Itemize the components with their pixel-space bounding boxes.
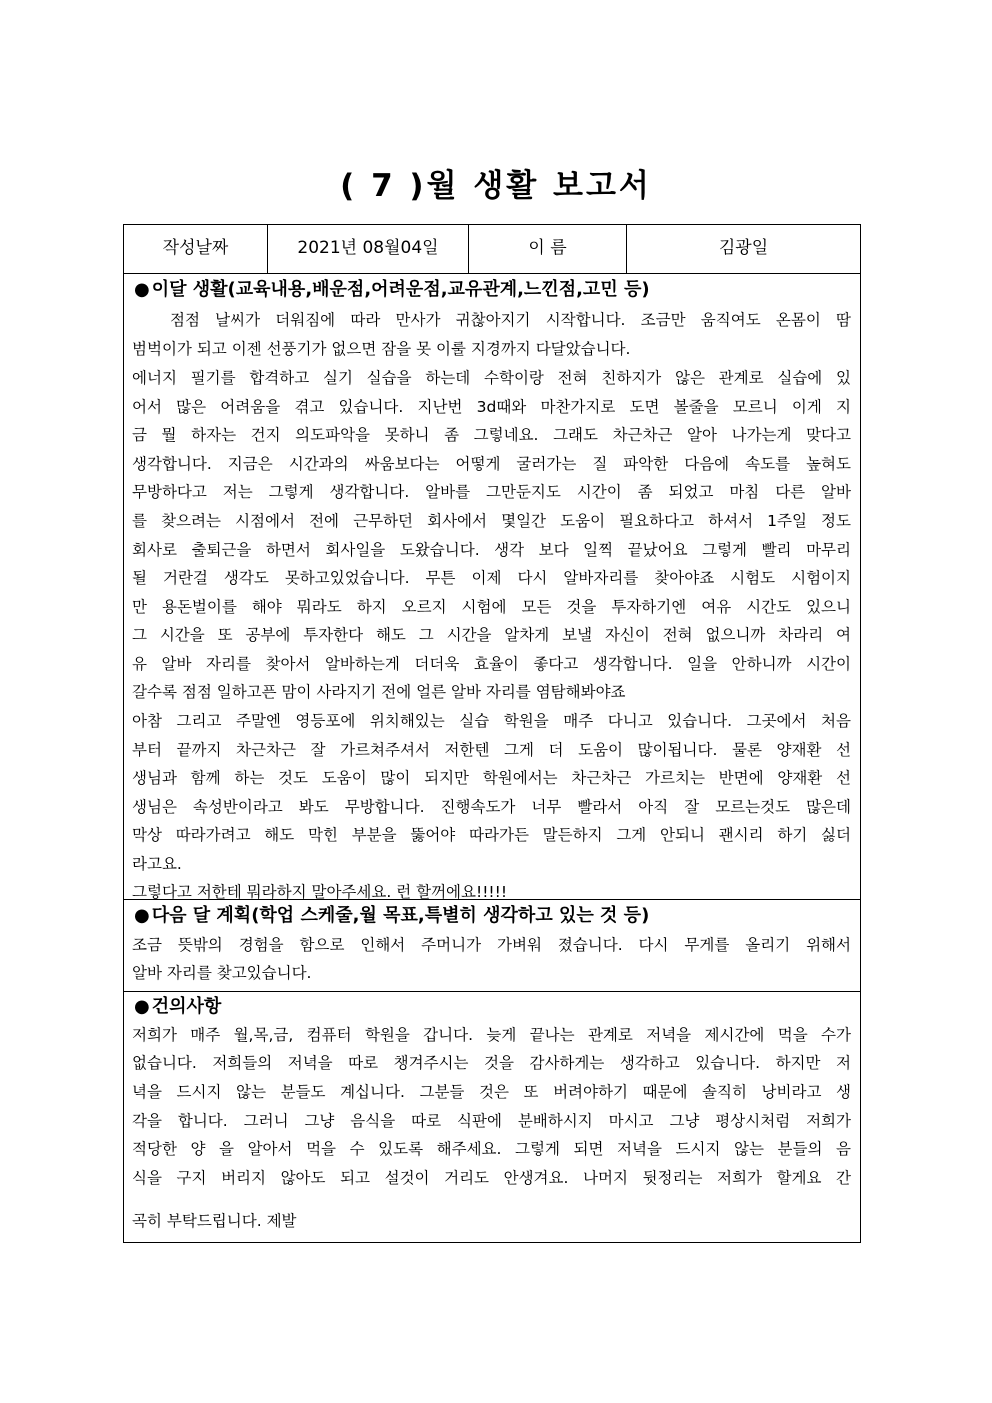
bullet-icon: ● — [134, 905, 150, 926]
bullet-icon: ● — [134, 996, 150, 1017]
text-line: 유 알바 자리를 찾아서 알바하는게 더더욱 효율이 좋다고 생각합니다. 일을 안하니까 시간이 — [132, 655, 851, 673]
text-line: 무방하다고 저는 그렇게 생각합니다. 알바를 그만둔지도 시간이 좀 되었고 마침 다른 알바 — [132, 483, 851, 501]
text-line: 에너지 필기를 합격하고 실기 실습을 하는데 수학이랑 전혀 친하지가 않은 관계로 실습에 있 — [132, 369, 851, 387]
text-line: 적당한 양 을 알아서 먹을 수 있도록 해주세요. 그렇게 되면 저녁을 드시지 않는 분들의 음 — [132, 1140, 851, 1158]
section-title-suggestions — [134, 992, 221, 1018]
report-table — [123, 224, 861, 1243]
text-line: 부터 끝까지 차근차근 잘 가르쳐주셔서 저한텐 그게 더 도움이 많이됩니다. 물론 양재환 선 — [132, 741, 851, 759]
section-title-text: 건의사항 — [151, 996, 222, 1017]
text-line: 알바 자리를 찾고있습니다. — [132, 964, 312, 982]
text-line: 될 거란걸 생각도 못하고있었습니다. 무튼 이제 다시 알바자리를 찾아야죠 시험도 시험이지 — [132, 569, 851, 587]
text-line: 를 찾으려는 시점에서 전에 근무하던 회사에서 몇일간 도움이 필요하다고 하셔서 1주일 정도 — [132, 512, 851, 530]
section-title-monthly-life — [134, 275, 650, 301]
text-line: 점점 날씨가 더워짐에 따라 만사가 귀찮아지기 시작합니다. 조금만 움직여도 온몸이 땀 — [170, 311, 851, 329]
section-title-text: 다음 달 계획(학업 스케줄,월 목표,특별히 생각하고 있는 것 등) — [151, 905, 650, 926]
text-line: 범벅이가 되고 이젠 선풍기가 없으면 잠을 못 이룰 지경까지 다달았습니다. — [132, 340, 631, 358]
text-line: 곡히 부탁드립니다. 제발 — [132, 1212, 297, 1230]
date-value: 2021년 08월04일 — [268, 225, 469, 273]
text-line: 그렇다고 저한테 뭐라하지 말아주세요. 런 할꺼에요!!!!! — [132, 883, 508, 901]
name-label: 이 름 — [469, 225, 627, 273]
name-value: 김광일 — [718, 238, 769, 258]
text-line: 어서 많은 어려움을 겪고 있습니다. 지난번 3d때와 마찬가지로 도면 볼줄을 모르니 이게 지 — [132, 398, 851, 416]
text-line: 라고요. — [132, 855, 182, 873]
date-label: 작성날짜 — [124, 225, 268, 273]
text-line: 녁을 드시지 않는 분들도 계십니다. 그분들 것은 또 버려야하기 때문에 솔직히 낭비라고 생 — [132, 1083, 851, 1101]
section-title-text: 이달 생활(교육내용,배운점,어려운점,교유관계,느낀점,고민 등) — [151, 279, 650, 300]
bullet-icon: ● — [134, 279, 150, 300]
text-line: 아참 그리고 주말엔 영등포에 위치해있는 실습 학원을 매주 다니고 있습니다. 그곳에서 처음 — [132, 712, 851, 730]
text-line: 생각합니다. 지금은 시간과의 싸움보다는 어떻게 굴러가는 질 파악한 다음에 속도를 높혀도 — [132, 455, 851, 473]
text-line: 갈수록 점점 일하고픈 맘이 사라지기 전에 얼른 알바 자리를 염탐해봐야죠 — [132, 683, 626, 701]
text-line: 회사로 출퇴근을 하면서 회사일을 도왔습니다. 생각 보다 일찍 끝났어요 그렇게 빨리 마무리 — [132, 541, 851, 559]
text-line: 생님은 속성반이라고 봐도 무방합니다. 진행속도가 너무 빨라서 아직 잘 모르는것도 많은데 — [132, 798, 851, 816]
text-line: 막상 따라가려고 해도 막힌 부분을 뚫어야 따라가든 말든하지 그게 안되니 괜시리 하기 싫더 — [132, 826, 851, 844]
text-line: 식을 구지 버리지 않아도 되고 설것이 거리도 안생겨요. 나머지 뒷정리는 저희가 할게요 간 — [132, 1169, 851, 1187]
text-line: 없습니다. 저희들의 저녁을 따로 챙겨주시는 것을 감사하게는 생각하고 있습니다. 하지만 저 — [132, 1054, 851, 1072]
text-line: 금 뭘 하자는 건지 의도파악을 못하니 좀 그렇네요. 그래도 차근차근 알아 나가는게 맞다고 — [132, 426, 851, 444]
section-title-next-month-plan — [134, 901, 649, 927]
section-divider — [124, 899, 860, 900]
text-line: 생님과 함께 하는 것도 도움이 많이 되지만 학원에서는 차근차근 가르치는 반면에 양재환 선 — [132, 769, 851, 787]
text-line: 그 시간을 또 공부에 투자한다 해도 그 시간을 알차게 보낼 자신이 전혀 없으니까 차라리 여 — [132, 626, 851, 644]
text-line: 각을 합니다. 그러니 그냥 음식을 따로 식판에 분배하시지 마시고 그냥 평상시처럼 저희가 — [132, 1112, 851, 1130]
text-line: 조금 뜻밖의 경험을 함으로 인해서 주머니가 가벼워 졌습니다. 다시 무게를 올리기 위해서 — [132, 936, 851, 954]
text-line: 저희가 매주 월,목,금, 컴퓨터 학원을 갑니다. 늦게 끝나는 관계로 저녁을 제시간에 먹을 수가 — [132, 1026, 851, 1044]
text-line: 만 용돈벌이를 해야 뭐라도 하지 오르지 시험에 모든 것을 투자하기엔 여유 시간도 있으니 — [132, 598, 851, 616]
header-row — [124, 225, 860, 274]
page-title: ( 7 )월 생활 보고서 — [340, 168, 652, 204]
section-divider — [124, 991, 860, 992]
